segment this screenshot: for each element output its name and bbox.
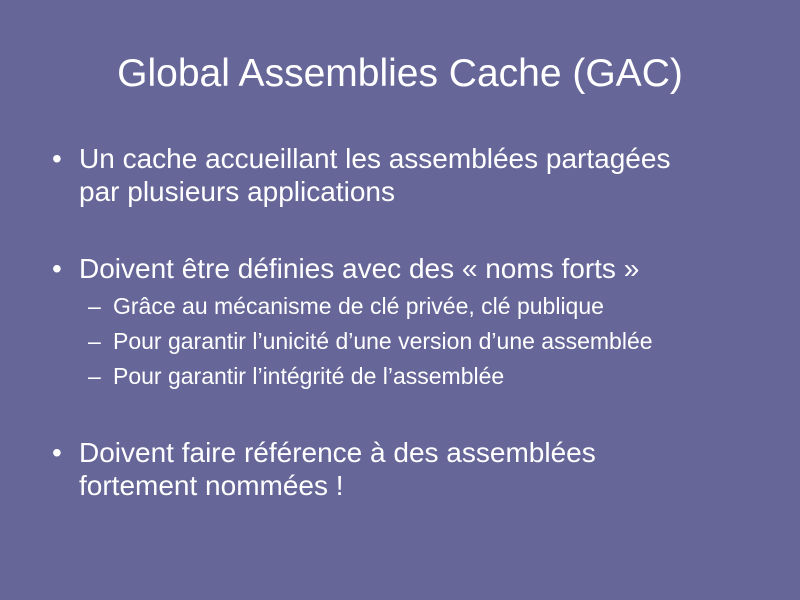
sub-bullet-text: Grâce au mécanisme de clé privée, clé publique bbox=[113, 293, 604, 319]
sub-bullet-item bbox=[88, 289, 768, 324]
bullet-item bbox=[48, 142, 768, 208]
bullet-text-line: Un cache accueillant les assemblées partagées bbox=[79, 143, 671, 174]
sub-bullet-text: Pour garantir l’intégrité de l’assemblée bbox=[113, 363, 505, 389]
sub-bullet-item bbox=[88, 359, 768, 394]
sub-bullet-marker: – bbox=[88, 363, 101, 389]
bullet-marker: • bbox=[52, 253, 62, 284]
sub-bullet-item bbox=[88, 324, 768, 359]
sub-bullet-text: Pour garantir l’unicité d’une version d’une assemblée bbox=[113, 328, 653, 354]
sub-bullet-marker: – bbox=[88, 293, 101, 319]
bullet-item bbox=[48, 252, 768, 285]
bullet-text-line: fortement nommées ! bbox=[79, 470, 344, 501]
bullet-text-line: Doivent faire référence à des assemblées bbox=[79, 437, 596, 468]
bullet-marker: • bbox=[52, 143, 62, 174]
sub-bullet-list bbox=[48, 289, 768, 394]
bullet-text-line: par plusieurs applications bbox=[79, 176, 395, 207]
bullet-item bbox=[48, 436, 768, 502]
slide-content bbox=[48, 142, 768, 502]
bullet-text-line: Doivent être définies avec des « noms forts » bbox=[79, 253, 640, 284]
bullet-marker: • bbox=[52, 437, 62, 468]
sub-bullet-marker: – bbox=[88, 328, 101, 354]
slide-title: Global Assemblies Cache (GAC) bbox=[117, 52, 683, 95]
